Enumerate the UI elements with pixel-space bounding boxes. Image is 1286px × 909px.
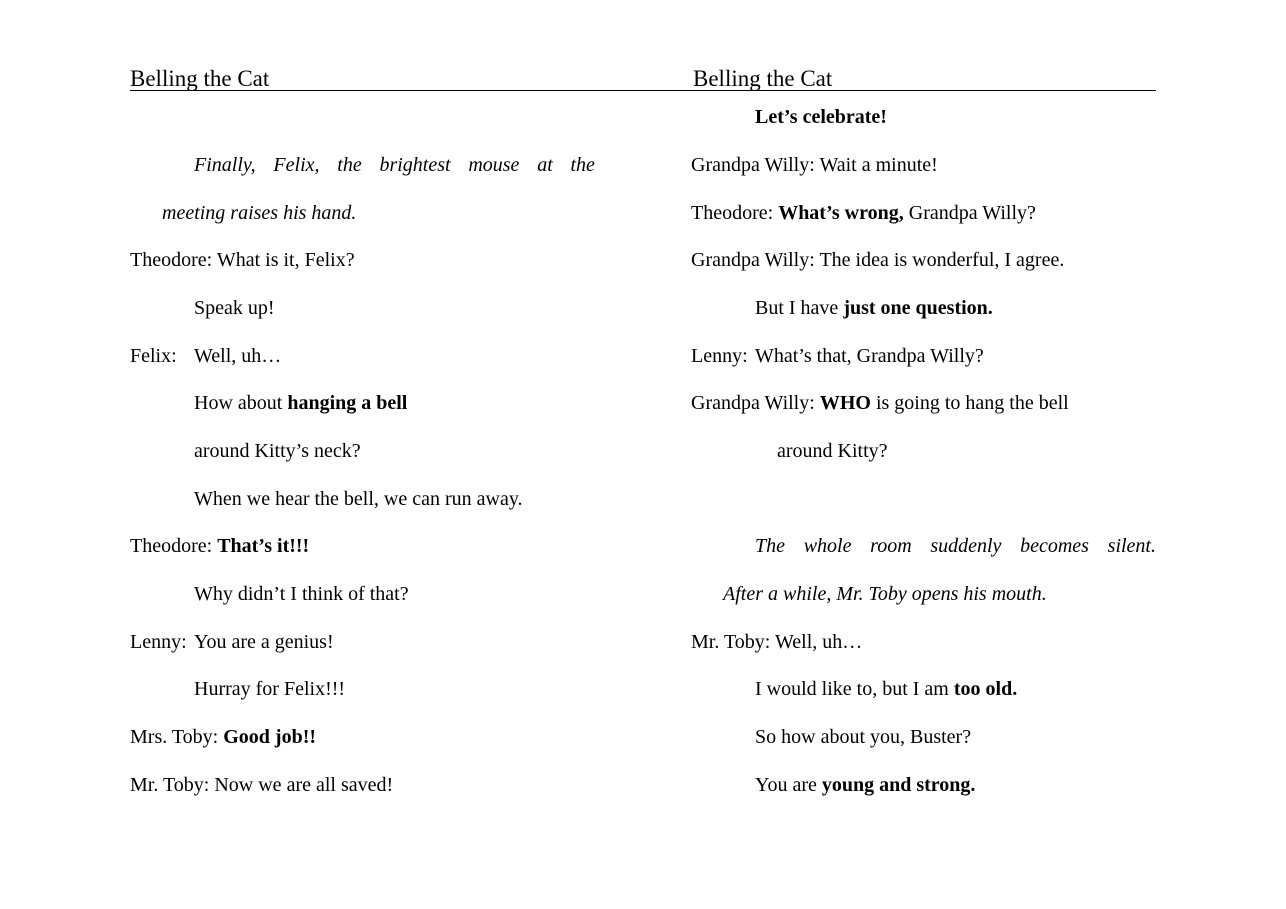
dialogue-text: When we hear the bell, we can run away.: [194, 488, 523, 510]
dialogue-line: [130, 630, 187, 654]
dialogue-line: [130, 344, 177, 368]
dialogue-line: [194, 630, 334, 654]
emphasis-text: young and strong.: [821, 774, 976, 796]
dialogue-line: [755, 105, 887, 129]
speaker-label: Lenny:: [691, 345, 748, 367]
dialogue-text: Grandpa Willy: Wait a minute!: [691, 154, 938, 176]
stage-direction-word: brightest: [379, 154, 451, 176]
dialogue-line: [194, 296, 275, 320]
dialogue-line: [130, 534, 309, 558]
speaker-label: Mrs. Toby:: [130, 726, 224, 748]
dialogue-text: Mr. Toby: Well, uh…: [691, 631, 863, 653]
dialogue-text: Well, uh…: [194, 345, 282, 367]
stage-direction-word: the: [337, 154, 362, 176]
dialogue-text: But I have: [755, 297, 844, 319]
dialogue-line: [194, 677, 345, 701]
dialogue-line: [194, 439, 361, 463]
dialogue-line: [777, 439, 888, 463]
stage-direction-1-line2: [162, 201, 356, 225]
dialogue-text: Speak up!: [194, 297, 275, 319]
dialogue-line: [691, 391, 1069, 415]
header-title-right: Belling the Cat: [693, 66, 833, 91]
dialogue-text: Why didn’t I think of that?: [194, 583, 409, 605]
dialogue-line: [691, 201, 1036, 225]
dialogue-line: [755, 773, 975, 797]
emphasis-text: WHO: [819, 392, 871, 414]
stage-direction-text: After a while, Mr. Toby opens his mouth.: [723, 583, 1047, 605]
stage-direction-2-line1: [755, 534, 1156, 558]
dialogue-line: [194, 391, 407, 415]
dialogue-line: [130, 248, 355, 272]
stage-direction-word: silent.: [1107, 535, 1156, 557]
dialogue-text: What’s that, Grandpa Willy?: [755, 345, 984, 367]
stage-direction-word: Felix,: [273, 154, 320, 176]
dialogue-line: [130, 725, 316, 749]
stage-direction-word: becomes: [1020, 535, 1089, 557]
speaker-label: Theodore:: [130, 535, 218, 557]
speaker-label: Theodore:: [691, 202, 779, 224]
dialogue-line: [194, 344, 281, 368]
dialogue-line: [691, 248, 1064, 272]
speaker-label: Lenny:: [130, 631, 187, 653]
page-header-left: [130, 64, 693, 91]
dialogue-text: Mr. Toby: Now we are all saved!: [130, 774, 394, 796]
dialogue-text: You are: [755, 774, 822, 796]
header-title-left: Belling the Cat: [130, 66, 270, 91]
emphasis-text: just one question.: [843, 297, 993, 319]
stage-direction-word: the: [570, 154, 595, 176]
dialogue-line: [691, 344, 748, 368]
emphasis-text: Good job!!: [223, 726, 317, 748]
dialogue-text: around Kitty?: [777, 440, 888, 462]
dialogue-text: is going to hang the bell: [870, 392, 1069, 414]
dialogue-line: [130, 773, 393, 797]
dialogue-text: So how about you, Buster?: [755, 726, 972, 748]
stage-direction-word: The: [755, 535, 785, 557]
speaker-label: Felix:: [130, 345, 177, 367]
stage-direction-word: suddenly: [930, 535, 1002, 557]
speaker-label: Theodore:: [130, 249, 213, 271]
dialogue-line: [755, 677, 1017, 701]
dialogue-line: [755, 296, 993, 320]
stage-direction-2-line2: [723, 582, 1047, 606]
emphasis-text: What’s wrong,: [778, 202, 904, 224]
dialogue-text: Grandpa Willy: The idea is wonderful, I agree.: [691, 249, 1065, 271]
stage-direction-word: at: [537, 154, 553, 176]
speaker-label: Grandpa Willy:: [691, 392, 820, 414]
dialogue-line: [755, 344, 984, 368]
dialogue-text: Grandpa Willy?: [903, 202, 1036, 224]
dialogue-text: How about: [194, 392, 288, 414]
dialogue-line: [194, 582, 409, 606]
stage-direction-word: Finally,: [194, 154, 256, 176]
emphasis-text: That’s it!!!: [217, 535, 310, 557]
emphasis-text: hanging a bell: [287, 392, 408, 414]
dialogue-line: [691, 630, 862, 654]
dialogue-text: around Kitty’s neck?: [194, 440, 361, 462]
stage-direction-word: mouse: [468, 154, 520, 176]
stage-direction-word: whole: [803, 535, 852, 557]
dialogue-line: [691, 153, 938, 177]
dialogue-text: You are a genius!: [194, 631, 334, 653]
stage-direction-text: meeting raises his hand.: [162, 202, 357, 224]
emphasis-text: Let’s celebrate!: [755, 106, 887, 128]
dialogue-text: What is it, Felix?: [216, 249, 355, 271]
stage-direction-word: room: [870, 535, 912, 557]
dialogue-line: [194, 487, 523, 511]
dialogue-text: I would like to, but I am: [755, 678, 954, 700]
dialogue-line: [755, 725, 971, 749]
emphasis-text: too old.: [953, 678, 1018, 700]
page-header-right: [693, 64, 1156, 91]
dialogue-text: Hurray for Felix!!!: [194, 678, 346, 700]
stage-direction-1-line1: [194, 153, 595, 177]
